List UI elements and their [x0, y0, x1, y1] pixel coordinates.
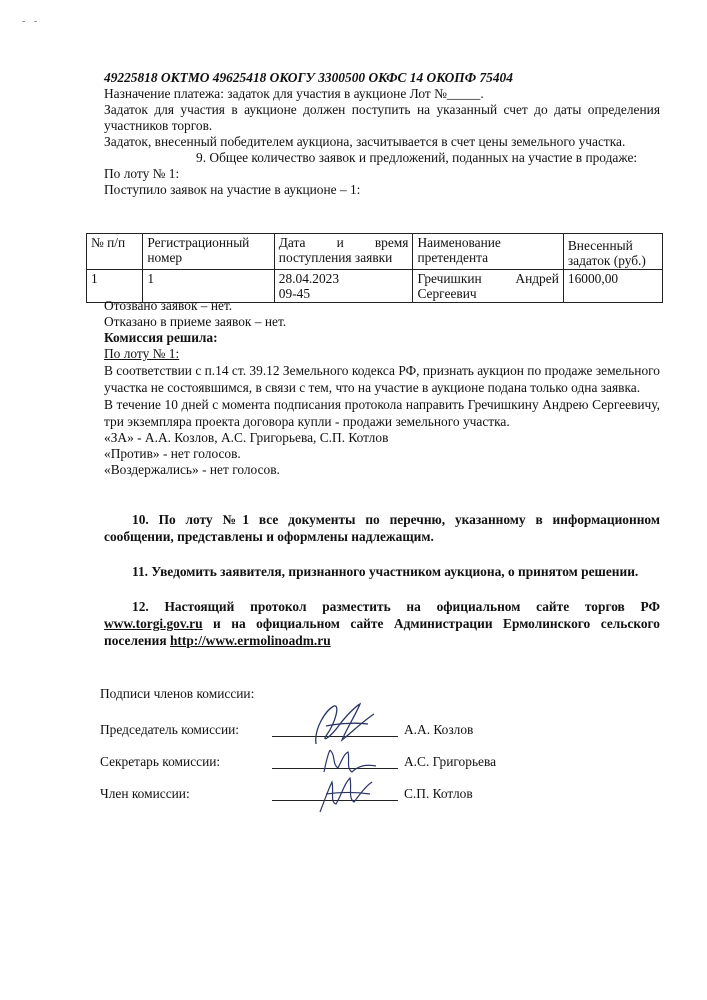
cell-deposit: 16000,00: [563, 270, 662, 303]
header-block: [104, 70, 660, 198]
chair-label: Председатель комиссии:: [100, 722, 240, 737]
deposit-credit-text: Задаток, внесенный победителем аукциона, засчитывается в счет цены земельного участка.: [104, 134, 626, 149]
signatures-title: Подписи членов комиссии:: [100, 686, 255, 701]
decision-12-text-b: и на официальном сайте Администрации Ермолинского сельского поселения: [104, 616, 660, 648]
vote-for: «ЗА» - А.А. Козлов, А.С. Григорьева, С.П. Котлов: [104, 430, 389, 445]
deposit-deadline-text: Задаток для участия в аукционе должен поступить на указанный счет до даты определения участников торгов.: [104, 102, 660, 133]
section-9-title: . Общее количество заявок и предложений, поданных на участие в продаже:: [202, 150, 638, 165]
decision-12-text-a: 12. Настоящий протокол разместить на официальном сайте торгов РФ: [132, 599, 660, 614]
decision-10: 10. По лоту №1 все документы по перечню, указанному в информационном сообщении, представлены и оформлены надлежащим.: [104, 512, 660, 544]
col-header-date-word1: Дата: [278, 235, 306, 250]
member-handwritten-signature: [296, 772, 396, 816]
col-header-date-word2: и: [336, 235, 344, 250]
torgi-link[interactable]: www.torgi.gov.ru: [104, 616, 203, 631]
withdrawn-text: Отозвано заявок – нет.: [104, 298, 233, 313]
col-header-date-line1: [279, 235, 409, 250]
member-label: Член комиссии:: [100, 786, 190, 801]
applications-table: [86, 233, 663, 303]
decision-lot: По лоту № 1:: [104, 346, 180, 361]
rejected-text: Отказано в приеме заявок – нет.: [104, 314, 287, 329]
decision-11: 11. Уведомить заявителя, признанного участником аукциона, о принятом решении.: [132, 564, 639, 579]
administration-link[interactable]: http://www.ermolinoadm.ru: [169, 633, 331, 648]
chair-name: А.А. Козлов: [404, 722, 474, 737]
vote-against: «Против» - нет голосов.: [104, 446, 241, 461]
chair-handwritten-signature: [296, 700, 396, 750]
decision-12: [104, 598, 660, 649]
cell-num: 1: [87, 270, 143, 303]
section-9-number: 9: [196, 150, 203, 165]
vote-abstain: «Воздержались» - нет голосов.: [104, 462, 280, 477]
scan-mark: - -: [22, 16, 41, 27]
col-header-date-line2: поступления заявки: [278, 250, 393, 265]
col-header-date: [274, 234, 413, 270]
signature-row-member: [100, 786, 660, 816]
col-header-date-word3: время: [374, 235, 409, 250]
cell-time-value: 09-45: [278, 286, 311, 301]
cell-name-surname: Гречишкин: [417, 271, 482, 286]
member-name: С.П. Котлов: [404, 786, 473, 801]
cell-name-patronymic: Сергеевич: [417, 286, 477, 301]
section-9-heading: [104, 150, 660, 166]
col-header-name: Наименование претендента: [413, 234, 563, 270]
cell-reg: 1: [143, 270, 274, 303]
cell-date-value: 28.04.2023: [278, 271, 340, 286]
secretary-label: Секретарь комиссии:: [100, 754, 221, 769]
section-9-lot: По лоту № 1:: [104, 166, 180, 181]
section-9-received: Поступило заявок на участие в аукционе – 1:: [104, 182, 361, 197]
secretary-name: А.С. Григорьева: [404, 754, 497, 769]
col-header-reg: Регистрационный номер: [143, 234, 274, 270]
cell-name-first: Андрей: [515, 271, 559, 286]
table-header-row: [87, 234, 663, 270]
commission-decided-heading: Комиссия решила:: [104, 330, 218, 345]
col-header-deposit: Внесенный задаток (руб.): [563, 234, 662, 270]
registry-codes: 49225818 ОКТМО 49625418 ОКОГУ 3300500 ОКФС 14 ОКОПФ 75404: [104, 70, 513, 85]
col-header-num: № п/п: [87, 234, 143, 270]
decision-paragraph-2: В течение 10 дней с момента подписания протокола направить Гречишкину Андрею Сергеевичу, три экземпляра проекта договора купли - продажи земельного участка.: [104, 397, 660, 429]
payment-purpose: Назначение платежа: задаток для участия в аукционе Лот №_____.: [104, 86, 484, 101]
cell-name-line1: [417, 271, 558, 286]
numbered-decisions: [104, 511, 660, 667]
decision-paragraph-1: В соответствии с п.14 ст. 39.12 Земельного кодекса РФ, признать аукцион по продаже земельного участка не состоявшимся, в связи с тем, что на участие в аукционе подана только одна заявка.: [104, 363, 660, 395]
commission-decision-block: [104, 298, 660, 478]
